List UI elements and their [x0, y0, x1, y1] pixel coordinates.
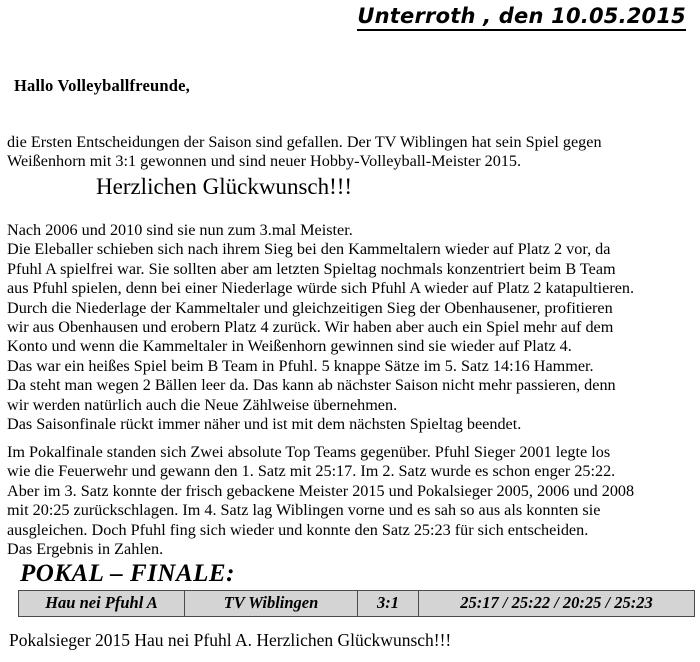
pokal-line-4: mit 20:25 zurückschlagen. Im 4. Satz lag Wiblingen vorne und es sah so aus als konnten sie — [7, 501, 601, 520]
pokal-line-6: Das Ergebnis in Zahlen. — [7, 540, 164, 559]
cell-set-scores: 25:17 / 25:22 / 20:25 / 25:23 — [419, 591, 695, 617]
intro-line-2: Weißenhorn mit 3:1 gewonnen und sind neuer Hobby-Volleyball-Meister 2015. — [7, 152, 522, 171]
pokal-line-2: wie die Feuerwehr und gewann den 1. Satz mit 25:17. Im 2. Satz wurde es schon enger 25:22. — [7, 462, 616, 481]
main-paragraph — [7, 221, 695, 434]
main-line-11: Das Saisonfinale rückt immer näher und ist mit dem nächsten Spieltag beendet. — [7, 415, 522, 434]
main-line-9: Da steht man wegen 2 Bällen leer da. Das kann ab nächster Saison nicht mehr passieren, denn — [7, 376, 616, 395]
main-line-2: Die Eleballer schieben sich nach ihrem Sieg bei den Kammeltalern wieder auf Platz 2 vor, da — [7, 240, 611, 259]
cell-team-b: TV Wiblingen — [185, 591, 358, 617]
cell-team-a: Hau nei Pfuhl A — [19, 591, 185, 617]
main-line-1: Nach 2006 und 2010 sind sie nun zum 3.mal Meister. — [7, 221, 353, 239]
intro-paragraph — [7, 133, 695, 172]
pokal-paragraph — [7, 443, 695, 559]
main-line-6: wir aus Obenhausen und erobern Platz 4 zurück. Wir haben aber auch ein Spiel mehr auf dem — [7, 318, 614, 337]
main-line-5: Durch die Niederlage der Kammeltaler und gleichzeitigen Sieg der Obenhausener, profitieren — [7, 298, 613, 317]
closing-line: Pokalsieger 2015 Hau nei Pfuhl A. Herzlichen Glückwunsch!!! — [9, 630, 452, 650]
table-row — [19, 591, 695, 617]
congratulations-heading: Herzlichen Glückwunsch!!! — [96, 174, 353, 199]
pokal-line-3: Aber im 3. Satz konnte der frisch gebackene Meister 2015 und Pokalsieger 2005, 2006 und 2008 — [7, 481, 635, 500]
document-date-line: Unterroth , den 10.05.2015 — [357, 4, 686, 31]
pokal-finale-heading: POKAL – FINALE: — [20, 560, 235, 587]
main-line-4: aus Pfuhl spielen, denn bei einer Niederlage würde sich Pfuhl A wieder auf Platz 2 katapultieren. — [7, 279, 635, 298]
main-line-10: wir werden natürlich auch die Neue Zählweise übernehmen. — [7, 395, 398, 414]
pokal-result-table — [18, 590, 695, 617]
greeting-line: Hallo Volleyballfreunde, — [14, 76, 190, 95]
main-line-7: Konto und wenn die Kammeltaler in Weißenhorn gewinnen sind sie wieder auf Platz 4. — [7, 337, 572, 356]
pokal-line-1: Im Pokalfinale standen sich Zwei absolute Top Teams gegenüber. Pfuhl Sieger 2001 legte los — [7, 443, 611, 461]
cell-set-result: 3:1 — [358, 591, 419, 617]
intro-line-1: die Ersten Entscheidungen der Saison sind gefallen. Der TV Wiblingen hat sein Spiel gegen — [7, 133, 602, 151]
pokal-line-5: ausgleichen. Doch Pfuhl fing sich wieder und konnte den Satz 25:23 für sich entscheiden. — [7, 520, 589, 539]
main-line-8: Das war ein heißes Spiel beim B Team in Pfuhl. 5 knappe Sätze im 5. Satz 14:16 Hammer. — [7, 356, 594, 375]
main-line-3: Pfuhl A spielfrei war. Sie sollten aber am letzten Spieltag nochmals konzentriert beim B Team — [7, 259, 616, 278]
